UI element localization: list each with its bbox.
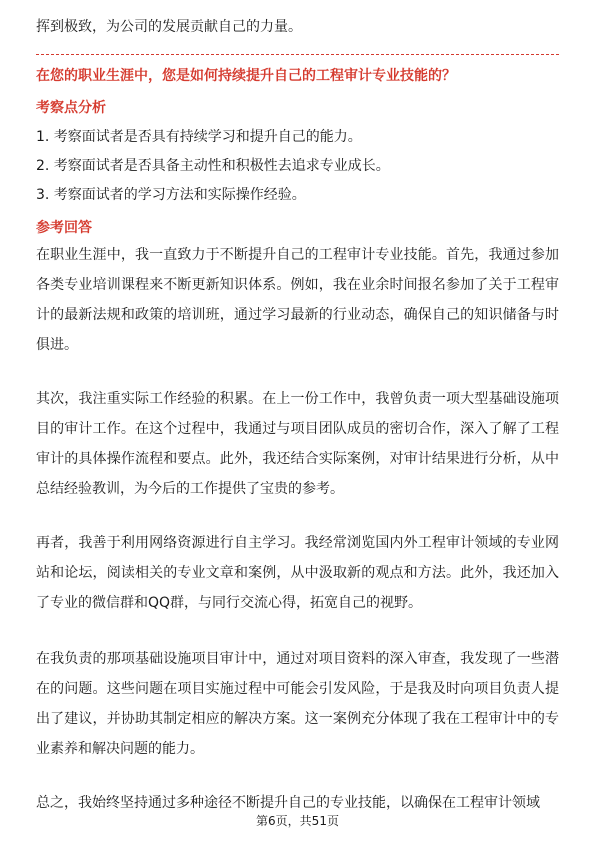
page-number-footer: 第6页，共51页 bbox=[256, 814, 339, 828]
reference-title: 参考回答 bbox=[36, 220, 92, 236]
section-divider bbox=[36, 54, 559, 55]
answer-paragraph-5: 总之，我始终坚持通过多种途径不断提升自己的专业技能，以确保在工程审计领域 bbox=[36, 795, 540, 811]
answer-paragraph-4: 在我负责的那项基础设施项目审计中，通过对项目资料的深入审查，我发现了一些潜在的问题。这些问题在项目实施过程中可能会引发风险，于是我及时向项目负责人提出了建议，并协助其制定相应的解决方案。这一案例充分体现了我在工程审计中的专业素养和解决问题的能力。 bbox=[36, 651, 559, 757]
continued-text: 挥到极致，为公司的发展贡献自己的力量。 bbox=[36, 19, 302, 35]
answer-paragraph-3: 再者，我善于利用网络资源进行自主学习。我经常浏览国内外工程审计领域的专业网站和论坛，阅读相关的专业文章和案例，从中汲取新的观点和方法。此外，我还加入了专业的微信群和QQ群，与同行交流心得，拓宽自己的视野。 bbox=[36, 535, 559, 611]
analysis-point-3: 3. 考察面试者的学习方法和实际操作经验。 bbox=[36, 187, 306, 203]
answer-paragraph-1: 在职业生涯中，我一直致力于不断提升自己的工程审计专业技能。首先，我通过参加各类专业培训课程来不断更新知识体系。例如，我在业余时间报名参加了关于工程审计的最新法规和政策的培训班，通过学习最新的行业动态，确保自己的知识储备与时俱进。 bbox=[36, 247, 559, 353]
answer-paragraph-2: 其次，我注重实际工作经验的积累。在上一份工作中，我曾负责一项大型基础设施项目的审计工作。在这个过程中，我通过与项目团队成员的密切合作，深入了解了工程审计的具体操作流程和要点。此外，我还结合实际案例，对审计结果进行分析，从中总结经验教训，为今后的工作提供了宝贵的参考。 bbox=[36, 391, 559, 497]
analysis-point-1: 1. 考察面试者是否具有持续学习和提升自己的能力。 bbox=[36, 129, 362, 145]
question-heading: 在您的职业生涯中，您是如何持续提升自己的工程审计专业技能的？ bbox=[36, 68, 456, 84]
analysis-point-2: 2. 考察面试者是否具备主动性和积极性去追求专业成长。 bbox=[36, 158, 390, 174]
analysis-title: 考察点分析 bbox=[36, 100, 106, 116]
